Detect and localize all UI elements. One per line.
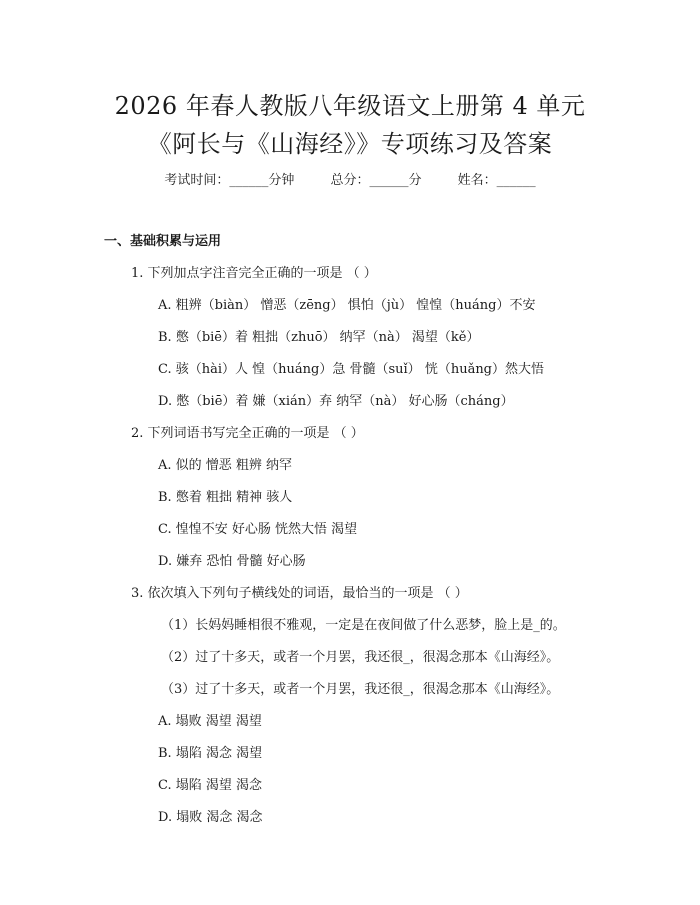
question-1-option-b: B. 憋（biē）着 粗拙（zhuō） 纳罕（nà） 渴望（kě） [158,330,480,345]
exam-time-field: 考试时间：______分钟 [164,173,295,188]
question-1-option-d: D. 憋（biē）着 嫌（xián）弃 纳罕（nà） 好心肠（cháng） [158,394,514,409]
document-title-line-2: 《阿长与《山海经》》专项练习及答案 [147,130,553,158]
question-3-option-d: D. 塌败 渴念 渴念 [158,810,263,825]
question-1-option-a: A. 粗辨（biàn） 憎恶（zēng） 惧怕（jù） 惶惶（huáng）不安 [158,298,536,313]
question-3-sentence-1: （1）长妈妈睡相很不雅观，一定是在夜间做了什么恶梦，脸上是_的。 [161,618,566,633]
question-2-option-b: B. 憋着 粗拙 精神 骇人 [158,490,293,505]
question-3-sentence-3: （3）过了十多天，或者一个月罢，我还很_，很渴念那本《山海经》。 [161,682,560,697]
question-2-option-a: A. 似的 憎恶 粗辨 纳罕 [158,458,293,473]
question-3-option-a: A. 塌败 渴望 渴望 [158,714,262,729]
question-3-sentence-2: （2）过了十多天，或者一个月罢，我还很_，很渴念那本《山海经》。 [161,650,560,665]
question-1-option-c: C. 骇（hài）人 惶（huáng）急 骨髓（suǐ） 恍（huǎng）然大悟 [158,362,545,377]
question-1-stem: 1. 下列加点字注音完全正确的一项是 （ ） [131,266,377,281]
question-2-option-c: C. 惶惶不安 好心肠 恍然大悟 渴望 [158,522,358,537]
name-field: 姓名：______ [457,173,536,188]
document-title-line-1: 2026 年春人教版八年级语文上册第 4 单元 [114,92,586,120]
question-3-option-c: C. 塌陷 渴望 渴念 [158,778,263,793]
question-2-stem: 2. 下列词语书写完全正确的一项是 （ ） [131,426,364,441]
exam-meta [0,169,700,188]
question-3-stem: 3. 依次填入下列句子横线处的词语，最恰当的一项是 （ ） [131,586,468,601]
section-heading: 一、基础积累与运用 [104,234,222,249]
question-3-option-b: B. 塌陷 渴念 渴望 [158,746,263,761]
total-score-field: 总分：______分 [330,173,422,188]
question-2-option-d: D. 嫌弃 恐怕 骨髓 好心肠 [158,554,306,569]
